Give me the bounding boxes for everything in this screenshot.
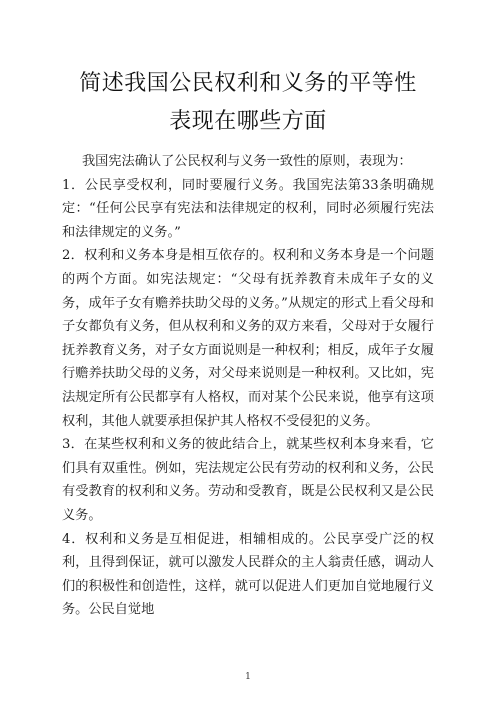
page-number: 1 bbox=[245, 672, 251, 682]
intro-paragraph: 我国宪法确认了公民权利与义务一致性的原则，表现为： bbox=[82, 154, 412, 169]
paragraph-2: 2．权利和义务本身是相互依存的。权利和义务本身是一个问题的两个方面。如宪法规定：“父母有抚养教育未成年子女的义务，成年子女有赡养扶助父母的义务。”从规定的形式上看父母和子女都负有义务，但从权利和义务的双方来看，父母对于女履行抚养教育义务，对子女方面说则是一种权利；相反，成年子女履行赡养扶助父母的义务，对父母来说则是一种权利。又比如，宪法规定所有公民都享有人格权，而对某个公民来说，他享有这项权利，其他人就要承担保护其人格权不受侵犯的义务。 bbox=[62, 248, 434, 429]
paragraph-3: 3．在某些权利和义务的彼此结合上，就某些权利本身来看，它们具有双重性。例如，宪法规定公民有劳动的权利和义务，公民有受教育的权利和义务。劳动和受教育，既是公民权利又是公民义务。 bbox=[62, 437, 434, 523]
document-body bbox=[62, 150, 434, 622]
document-title-line-1: 简述我国公民权利和义务的平等性 bbox=[79, 71, 417, 96]
paragraph-1: 1．公民享受权利，同时要履行义务。我国宪法第33条明确规定：“任何公民享有宪法和法律规定的权利，同时必须履行宪法和法律规定的义务。” bbox=[62, 177, 434, 240]
paragraph-4: 4．权利和义务是互相促进，相辅相成的。公民享受广泛的权利，且得到保证，就可以激发人民群众的主人翁责任感，调动人们的积极性和创造性，这样，就可以促进人们更加自觉地履行义务。公民自觉地 bbox=[62, 531, 434, 618]
document-title-line-2: 表现在哪些方面 bbox=[169, 109, 327, 134]
